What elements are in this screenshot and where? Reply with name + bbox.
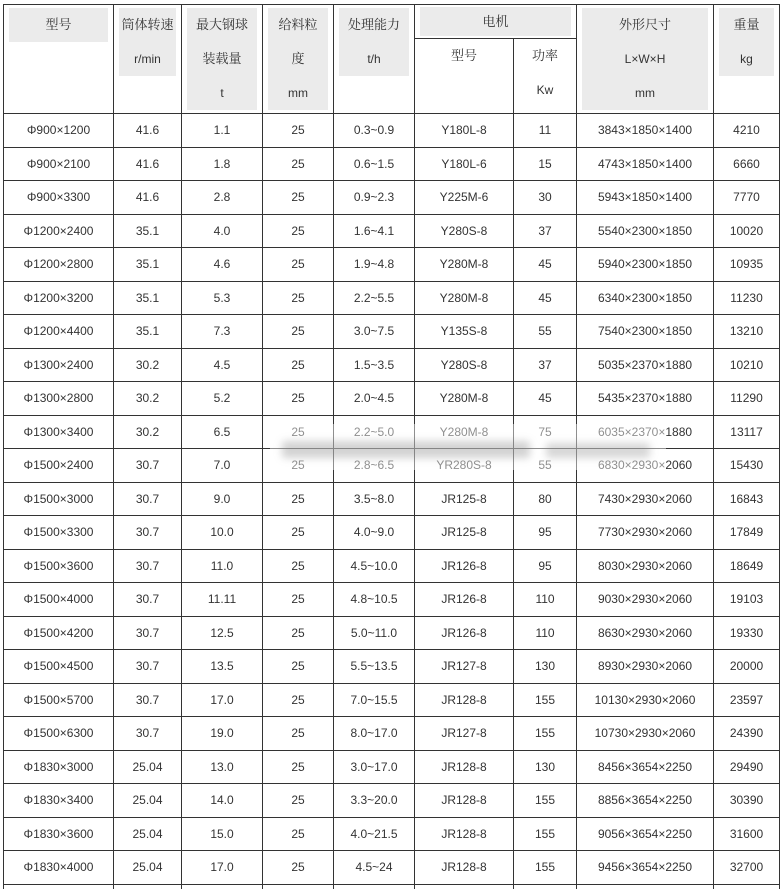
col-header-motor-power-label: 功率 [532,48,559,63]
spec-table-partial [4,884,780,889]
table-cell: Φ1500×4500 [4,650,114,684]
table-cell: 25 [263,181,334,215]
table-cell: 15 [514,147,577,181]
col-header-ball-load-label-1: 最大钢球 [195,17,248,32]
table-cell: 13.5 [182,650,263,684]
table-cell: 155 [514,717,577,751]
table-cell: Y225M-6 [415,181,514,215]
table-row [4,717,780,751]
spec-table-header [4,5,780,114]
table-cell: Y280M-8 [415,382,514,416]
table-cell: Y180L-8 [415,114,514,148]
table-row [4,114,780,148]
table-cell: Φ1830×3600 [4,817,114,851]
table-cell: 30.2 [114,382,182,416]
table-cell: JR128-8 [415,683,514,717]
table-cell: 30.7 [114,549,182,583]
table-row [4,516,780,550]
table-cell: JR127-8 [415,650,514,684]
table-cell: JR128-8 [415,851,514,885]
table-cell: 9456×3654×2250 [577,851,714,885]
table-row [4,348,780,382]
table-cell: 0.3~0.9 [334,114,415,148]
table-cell: 95 [514,516,577,550]
table-cell: 29490 [714,750,780,784]
table-cell: 6340×2300×1850 [577,281,714,315]
table-cell: 9056×3654×2250 [577,817,714,851]
table-cell: 0.6~1.5 [334,147,415,181]
table-cell: JR127-8 [415,717,514,751]
table-cell: 155 [514,784,577,818]
table-cell: 41.6 [114,114,182,148]
table-row [4,482,780,516]
col-header-feed-size-label-2: 度 [291,51,305,66]
table-cell: 45 [514,248,577,282]
table-cell: Φ900×1200 [4,114,114,148]
header-highlight [268,8,328,110]
col-header-capacity-label: 处理能力 [347,17,400,32]
col-header-feed-size-label-1: 给料粒 [278,17,318,32]
table-cell: Φ1300×2400 [4,348,114,382]
col-header-motor-model-label: 型号 [450,48,477,63]
table-cell: 7.0 [182,449,263,483]
table-cell: 6830×2930×2060 [577,449,714,483]
table-row [4,214,780,248]
header-highlight [420,7,571,36]
table-cell: 6.5 [182,415,263,449]
table-cell: 4210 [714,114,780,148]
col-header-speed-unit: r/min [134,52,161,66]
table-cell: 19330 [714,616,780,650]
table-cell: 30.7 [114,616,182,650]
table-cell: 2.8~6.5 [334,449,415,483]
table-cell: YR280S-8 [415,449,514,483]
table-cell: 25 [263,583,334,617]
table-cell: 55 [514,449,577,483]
table-cell: Y280M-8 [415,248,514,282]
table-cell: 10.0 [182,516,263,550]
table-row [4,415,780,449]
table-row [4,382,780,416]
table-cell: 25 [263,348,334,382]
table-cell: JR125-8 [415,516,514,550]
table-cell: 7.0~15.5 [334,683,415,717]
table-cell: 11230 [714,281,780,315]
table-cell: 10730×2930×2060 [577,717,714,751]
table-row [4,616,780,650]
table-cell: 45 [514,281,577,315]
table-cell: 30.7 [114,516,182,550]
table-cell: 37 [514,348,577,382]
table-cell: 7540×2300×1850 [577,315,714,349]
table-cell: 18649 [714,549,780,583]
table-cell: Φ1500×5700 [4,683,114,717]
header-highlight [119,8,176,76]
table-row [4,147,780,181]
table-cell: JR125-8 [415,482,514,516]
table-cell: 25 [263,616,334,650]
table-cell: Φ1830×4000 [4,851,114,885]
col-header-model [4,5,114,114]
table-cell: 4.5~24 [334,851,415,885]
table-cell: 25 [263,214,334,248]
table-cell: Y180L-6 [415,147,514,181]
col-header-dimensions-label: 外形尺寸 [619,17,672,32]
table-cell: 30390 [714,784,780,818]
table-cell: 25.04 [114,784,182,818]
table-cell: 3.3~20.0 [334,784,415,818]
col-header-ball-load [182,5,263,114]
table-cell: 8456×3654×2250 [577,750,714,784]
table-cell: 25 [263,516,334,550]
table-cell: 0.9~2.3 [334,181,415,215]
table-cell: 2.8 [182,181,263,215]
col-header-motor-power [514,39,577,114]
table-cell: 4.5~10.0 [334,549,415,583]
table-cell: 25 [263,784,334,818]
table-cell: 25 [263,482,334,516]
header-highlight [187,8,257,110]
table-cell: Φ900×3300 [4,181,114,215]
table-cell: 5540×2300×1850 [577,214,714,248]
spec-table-body [4,114,780,885]
table-row [4,750,780,784]
table-cell: 5.0~11.0 [334,616,415,650]
table-cell: 17.0 [182,851,263,885]
table-row [4,817,780,851]
col-header-weight-label: 重量 [733,17,760,32]
table-cell: 25 [263,315,334,349]
table-cell: 14.0 [182,784,263,818]
table-cell: 9.0 [182,482,263,516]
table-row [4,851,780,885]
table-cell: Φ900×2100 [4,147,114,181]
table-cell: 95 [514,549,577,583]
table-row [4,549,780,583]
table-cell: 11290 [714,382,780,416]
table-cell: Φ1200×2400 [4,214,114,248]
col-header-capacity [334,5,415,114]
col-header-dimensions-unit: mm [635,86,656,100]
partial-row [4,884,780,889]
table-cell: 17849 [714,516,780,550]
table-cell: 5035×2370×1880 [577,348,714,382]
table-row [4,683,780,717]
col-header-feed-size-unit: mm [288,86,308,100]
table-cell: 2.0~4.5 [334,382,415,416]
table-cell: 9030×2930×2060 [577,583,714,617]
table-cell: 20000 [714,650,780,684]
table-row [4,315,780,349]
table-cell: 12.5 [182,616,263,650]
table-cell: 25 [263,449,334,483]
table-cell: Φ1200×4400 [4,315,114,349]
table-cell: 23597 [714,683,780,717]
table-cell: Φ1830×3400 [4,784,114,818]
table-cell: 25 [263,147,334,181]
table-cell: 17.0 [182,683,263,717]
table-cell: 6660 [714,147,780,181]
table-row [4,449,780,483]
col-header-dimensions [577,5,714,114]
table-cell: 155 [514,851,577,885]
table-cell: 25 [263,817,334,851]
table-cell: 7.3 [182,315,263,349]
table-cell: 30.7 [114,717,182,751]
table-cell: 3.5~8.0 [334,482,415,516]
table-cell: JR128-8 [415,784,514,818]
table-cell: 45 [514,382,577,416]
table-cell: 8930×2930×2060 [577,650,714,684]
col-header-motor-power-unit: Kw [536,83,554,97]
table-cell: 25 [263,750,334,784]
table-cell: 30.7 [114,583,182,617]
table-cell: 4.0 [182,214,263,248]
col-header-weight [714,5,780,114]
table-cell: 8630×2930×2060 [577,616,714,650]
table-cell: Φ1200×3200 [4,281,114,315]
table-cell: 75 [514,415,577,449]
table-cell: 30.7 [114,449,182,483]
table-cell: 13.0 [182,750,263,784]
table-cell: JR126-8 [415,583,514,617]
table-cell: 30.7 [114,683,182,717]
table-cell: 10935 [714,248,780,282]
table-cell: 35.1 [114,315,182,349]
table-cell: 3.0~7.5 [334,315,415,349]
table-cell: 5.3 [182,281,263,315]
table-cell: 10210 [714,348,780,382]
table-cell: 25 [263,650,334,684]
table-cell: JR128-8 [415,817,514,851]
table-cell: 80 [514,482,577,516]
table-cell: 30.2 [114,348,182,382]
col-header-motor-group [415,5,577,39]
table-cell: 19103 [714,583,780,617]
table-cell: 25 [263,248,334,282]
col-header-motor-model [415,39,514,114]
table-cell: 5.2 [182,382,263,416]
table-cell: 19.0 [182,717,263,751]
table-cell: 25 [263,415,334,449]
table-cell: 41.6 [114,181,182,215]
col-header-motor-label: 电机 [482,14,509,29]
col-header-feed-size [263,5,334,114]
table-cell: 4743×1850×1400 [577,147,714,181]
table-cell: 25 [263,281,334,315]
col-header-model-label: 型号 [45,17,72,32]
table-cell: 8030×2930×2060 [577,549,714,583]
table-cell: Φ1500×3000 [4,482,114,516]
col-header-dimensions-format: L×W×H [624,52,666,66]
table-cell: Y280M-8 [415,281,514,315]
table-cell: 25 [263,114,334,148]
table-row [4,784,780,818]
table-cell: Φ1500×4000 [4,583,114,617]
table-cell: Φ1300×2800 [4,382,114,416]
table-cell: 7770 [714,181,780,215]
table-cell: 7430×2930×2060 [577,482,714,516]
table-cell: 25 [263,683,334,717]
table-cell: 3843×1850×1400 [577,114,714,148]
col-header-speed [114,5,182,114]
table-cell: 1.8 [182,147,263,181]
table-cell: 30 [514,181,577,215]
table-cell: 110 [514,583,577,617]
table-cell: 25.04 [114,750,182,784]
table-cell: 16843 [714,482,780,516]
table-cell: 55 [514,315,577,349]
table-cell: 4.8~10.5 [334,583,415,617]
table-cell: 130 [514,750,577,784]
table-cell: 25 [263,549,334,583]
header-highlight [339,8,409,76]
table-cell: 30.7 [114,650,182,684]
table-row [4,181,780,215]
col-header-capacity-unit: t/h [367,52,381,66]
table-cell: 4.0~21.5 [334,817,415,851]
table-cell: 1.9~4.8 [334,248,415,282]
table-cell: Φ1500×2400 [4,449,114,483]
col-header-weight-unit: kg [740,52,753,66]
table-cell: 8856×3654×2250 [577,784,714,818]
table-cell: 5943×1850×1400 [577,181,714,215]
col-header-speed-label: 筒体转速 [121,17,174,32]
table-cell: 11.11 [182,583,263,617]
table-cell: 35.1 [114,248,182,282]
table-cell: 8.0~17.0 [334,717,415,751]
table-cell: JR126-8 [415,549,514,583]
table-cell: 32700 [714,851,780,885]
table-cell: Φ1500×3600 [4,549,114,583]
table-cell: 155 [514,683,577,717]
table-cell: 25 [263,382,334,416]
header-highlight [582,8,708,110]
table-cell: 35.1 [114,281,182,315]
table-cell: 37 [514,214,577,248]
table-cell: 3.0~17.0 [334,750,415,784]
table-cell: 13210 [714,315,780,349]
table-cell: 31600 [714,817,780,851]
table-row [4,650,780,684]
table-cell: 130 [514,650,577,684]
table-cell: 2.2~5.5 [334,281,415,315]
table-cell: Φ1300×3400 [4,415,114,449]
table-cell: 25.04 [114,817,182,851]
table-cell: 41.6 [114,147,182,181]
table-cell: 110 [514,616,577,650]
table-cell: 5.5~13.5 [334,650,415,684]
col-header-ball-load-label-2: 装载量 [202,51,242,66]
table-cell: JR126-8 [415,616,514,650]
table-cell: 7730×2930×2060 [577,516,714,550]
table-cell: Y135S-8 [415,315,514,349]
table-cell: 30.2 [114,415,182,449]
table-row [4,281,780,315]
table-cell: Φ1200×2800 [4,248,114,282]
table-cell: 25 [263,851,334,885]
table-cell: Φ1500×4200 [4,616,114,650]
table-cell: 11.0 [182,549,263,583]
table-cell: 35.1 [114,214,182,248]
table-cell: 2.2~5.0 [334,415,415,449]
table-cell: 155 [514,817,577,851]
table-cell: 4.0~9.0 [334,516,415,550]
table-cell: 30.7 [114,482,182,516]
table-cell: 1.6~4.1 [334,214,415,248]
table-cell: Y280S-8 [415,214,514,248]
header-highlight [9,8,108,42]
table-cell: 10130×2930×2060 [577,683,714,717]
table-cell: 15.0 [182,817,263,851]
table-cell: 1.1 [182,114,263,148]
table-cell: Φ1500×3300 [4,516,114,550]
table-cell: 11 [514,114,577,148]
table-cell: 5435×2370×1880 [577,382,714,416]
table-cell: 15430 [714,449,780,483]
table-cell: JR128-8 [415,750,514,784]
col-header-ball-load-unit: t [220,86,224,100]
table-cell: Y280M-8 [415,415,514,449]
table-cell: 4.6 [182,248,263,282]
table-cell: 24390 [714,717,780,751]
table-cell: Y280S-8 [415,348,514,382]
table-row [4,248,780,282]
table-cell: 10020 [714,214,780,248]
table-cell: 13117 [714,415,780,449]
table-cell: 1.5~3.5 [334,348,415,382]
table-cell: 6035×2370×1880 [577,415,714,449]
table-cell: 4.5 [182,348,263,382]
table-cell: Φ1830×3000 [4,750,114,784]
table-row [4,583,780,617]
ball-mill-spec-table [3,4,780,889]
table-cell: 5940×2300×1850 [577,248,714,282]
table-cell: Φ1500×6300 [4,717,114,751]
table-cell: 25 [263,717,334,751]
header-highlight [719,8,774,76]
table-cell: 25.04 [114,851,182,885]
